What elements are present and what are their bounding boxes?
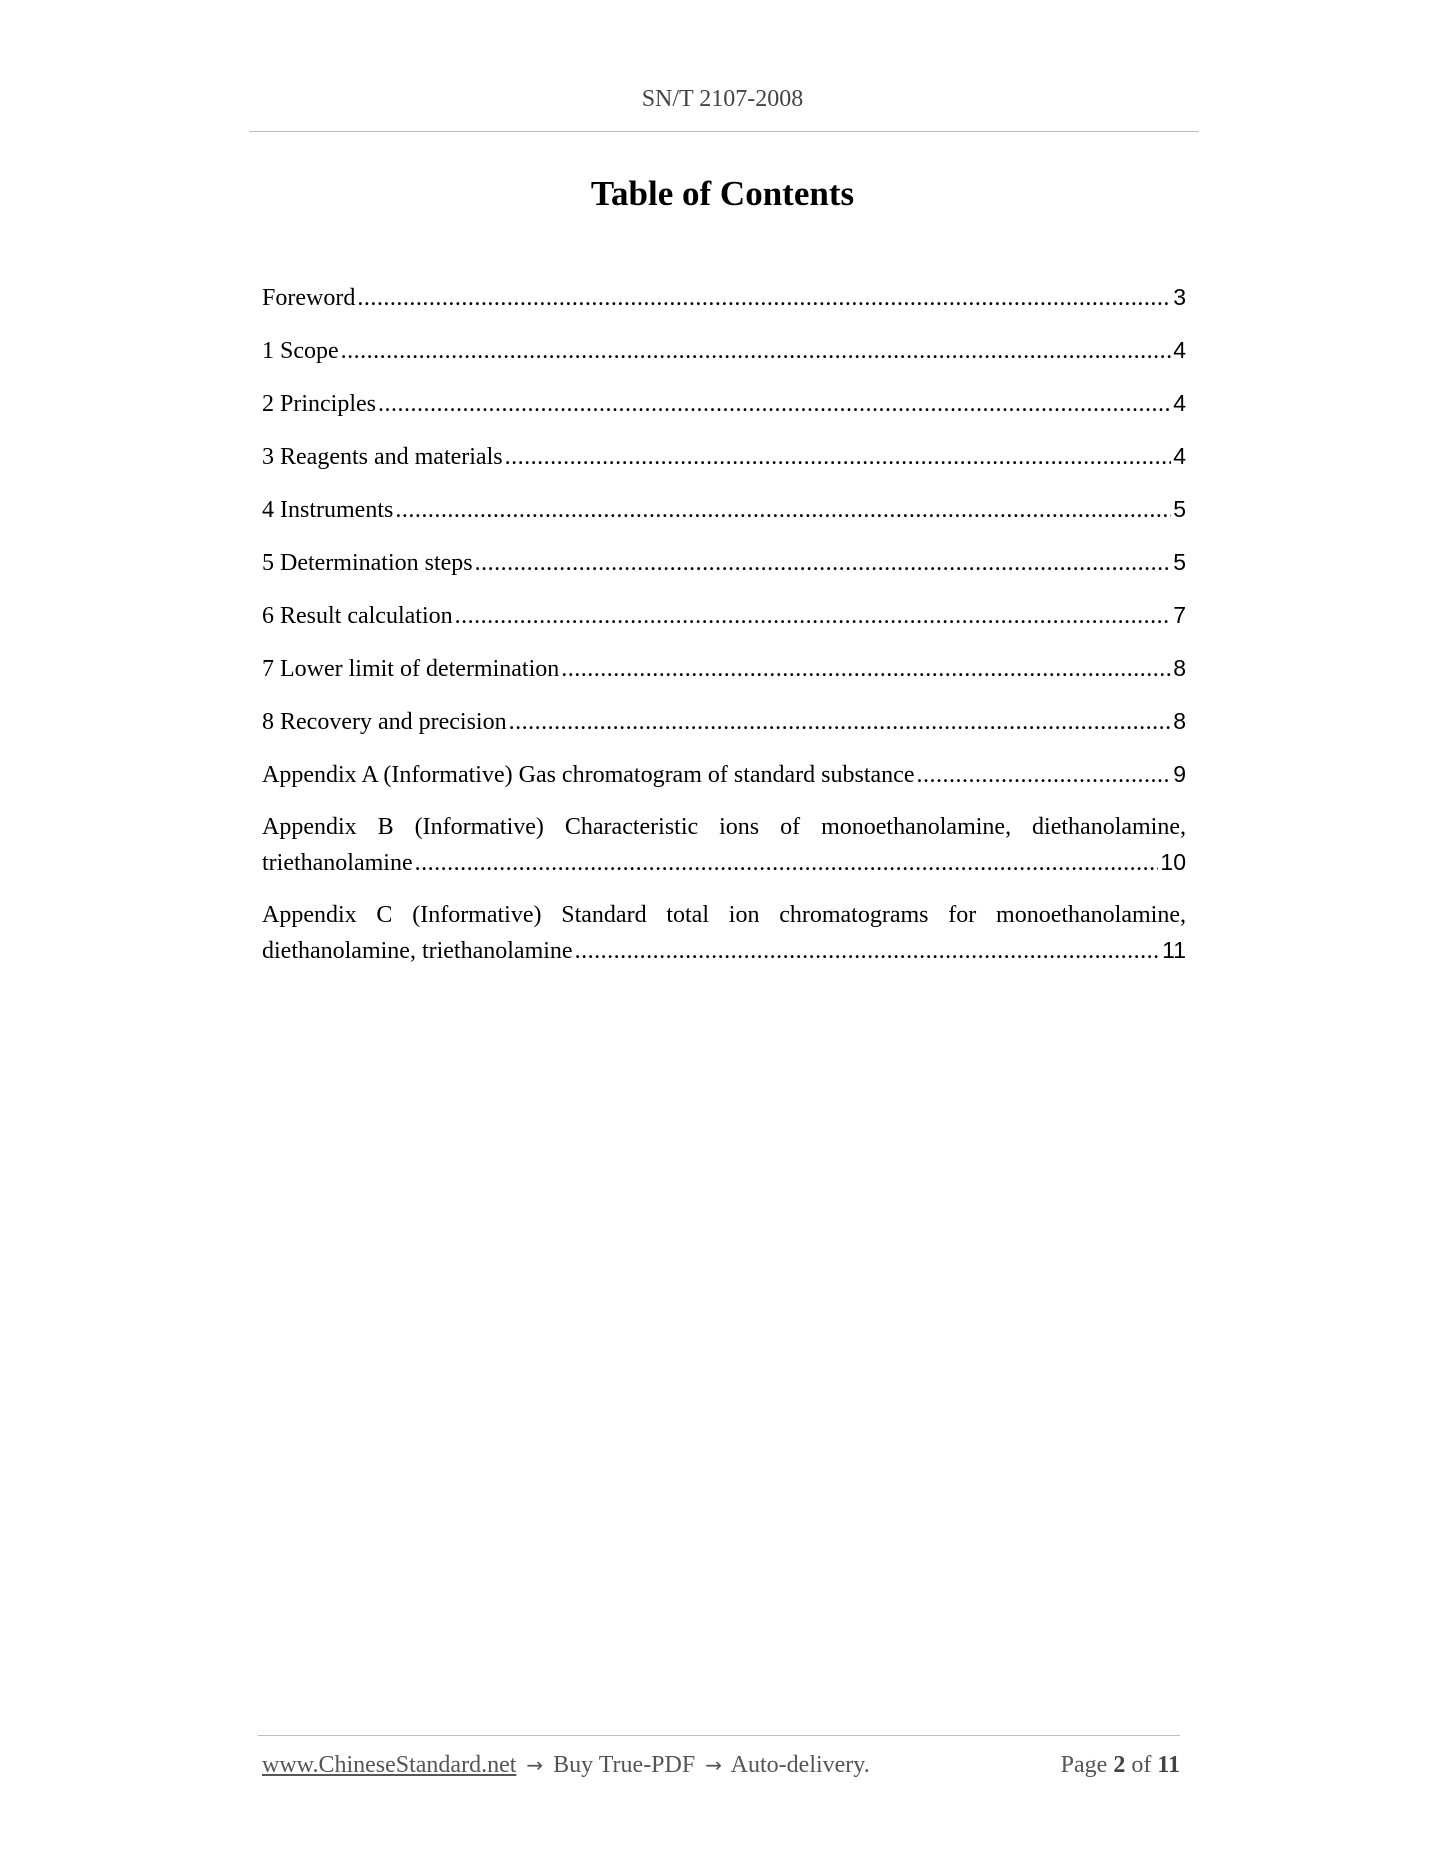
toc-entry-label-continued: triethanolamine [262,850,413,876]
toc-entry-appendix-b[interactable] [262,810,1186,881]
toc-entry-page: 5 [1173,496,1186,522]
toc-entry-page: 4 [1173,337,1186,363]
page-number [1061,1752,1180,1779]
toc-entry-page: 7 [1173,602,1186,628]
toc-entry-result-calculation[interactable] [262,598,1186,634]
website-link[interactable]: www.ChineseStandard.net [262,1752,517,1778]
toc-leader-dots [357,281,1171,316]
toc-entry-label: Appendix C (Informative) Standard total ion chromatograms for monoethanolamine, [262,902,1186,928]
toc-leader-dots [341,334,1172,369]
toc-entry-label: 6 Result calculation [262,603,453,629]
toc-entry-page: 9 [1173,761,1186,787]
toc-leader-dots [415,846,1159,881]
toc-entry-principles[interactable] [262,386,1186,422]
toc-entry-reagents[interactable] [262,439,1186,475]
total-pages: 11 [1157,1752,1180,1778]
toc-leader-dots [395,493,1171,528]
toc-entry-label: 5 Determination steps [262,550,473,576]
of-word: of [1131,1752,1152,1778]
toc-leader-dots [509,705,1172,740]
running-header: SN/T 2107-2008 [641,86,804,112]
toc-entry-label: Appendix A (Informative) Gas chromatogram of standard substance [262,762,915,788]
toc-entry-recovery-precision[interactable] [262,704,1186,740]
toc-entry-label: 1 Scope [262,338,339,364]
toc-entry-page: 10 [1160,849,1186,875]
page-footer [262,1752,1180,1779]
toc-entry-lower-limit[interactable] [262,651,1186,687]
header-divider [249,131,1199,132]
toc-entry-label: 4 Instruments [262,497,394,523]
arrow-right-icon: → [705,1753,722,1777]
toc-entry-label: 3 Reagents and materials [262,444,503,470]
toc-entry-page: 8 [1173,708,1186,734]
toc-entry-label: Foreword [262,285,356,311]
toc-entry-label: Appendix B (Informative) Characteristic ions of monoethanolamine, diethanolamine, [262,814,1186,840]
auto-delivery-text: Auto-delivery. [730,1752,870,1778]
page-word: Page [1060,1752,1108,1778]
toc-leader-dots [455,599,1172,634]
toc-entry-page: 4 [1173,390,1186,416]
toc-entry-page: 4 [1173,443,1186,469]
toc-entry-label: 8 Recovery and precision [262,709,507,735]
footer-promo [262,1752,870,1779]
footer-divider [258,1735,1180,1736]
arrow-right-icon: → [526,1753,544,1777]
page-title: Table of Contents [590,174,855,213]
toc-list [262,280,1186,986]
toc-entry-page: 3 [1173,284,1186,310]
toc-entry-instruments[interactable] [262,492,1186,528]
toc-entry-appendix-c[interactable] [262,898,1186,969]
toc-entry-page: 8 [1173,655,1186,681]
toc-entry-foreword[interactable] [262,280,1186,316]
toc-entry-appendix-a[interactable] [262,757,1186,793]
buy-pdf-text: Buy True-PDF [553,1752,696,1778]
current-page: 2 [1113,1752,1126,1778]
toc-entry-page: 5 [1173,549,1186,575]
toc-entry-label: 2 Principles [262,391,376,417]
toc-leader-dots [916,758,1171,793]
toc-leader-dots [475,546,1172,581]
toc-entry-label-continued: diethanolamine, triethanolamine [262,938,573,964]
toc-entry-label: 7 Lower limit of determination [262,656,560,682]
toc-entry-page: 11 [1162,937,1186,963]
toc-entry-determination-steps[interactable] [262,545,1186,581]
toc-leader-dots [378,387,1171,422]
toc-entry-scope[interactable] [262,333,1186,369]
toc-leader-dots [505,440,1172,475]
toc-leader-dots [575,934,1161,969]
toc-leader-dots [561,652,1171,687]
